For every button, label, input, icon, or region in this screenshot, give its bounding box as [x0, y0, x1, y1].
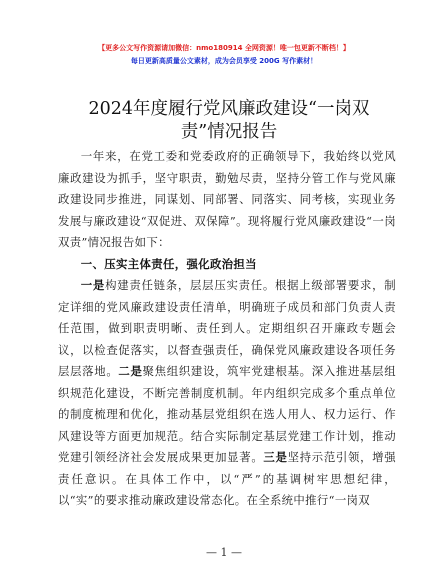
point-3-lead: 三是: [263, 450, 288, 464]
promo-line-1: 【更多公文写作资源请加微信：nmo180914 全网资源！唯一包更新不断档！】: [98, 44, 350, 52]
point-1-lead: 一是: [80, 278, 106, 292]
point-3-text: 坚持示范引领，增强责任意识。在具体工作中，以“严”的基调树牢思想纪律，以“实”的要求推动廉政建设常态化。在全系统中推行“一岗双: [58, 450, 397, 507]
section-heading: 一、压实主体责任，强化政治担当: [80, 256, 257, 271]
intro-paragraph: 一年来，在党工委和党委政府的正确领导下，我始终以党风廉政建设为抓手，坚守职责，勤勉尽责，坚持分管工作与党风廉政建设同步推进，同谋划、同部署、同落实、同考核，实现业务发展与廉政建设“双促进、双保障”。现将履行党风廉政建设“一岗双责”情况报告如下：: [58, 149, 396, 249]
promo-line-2: 每日更新高质量公文素材，成为会员享受 200G 写作素材！: [130, 57, 318, 65]
point-2-text: 聚焦组织建设，筑牢党建根基。深入推进基层组织规范化建设，不断完善制度机制。年内组织完成多个重点单位的制度梳理和优化，推动基层党组织在选人用人、权力运行、作风建设等方面更加规范。结合实际制定基层党建工作计划，推动党建引领经济社会发展成果更加显著。: [58, 364, 396, 464]
point-2-lead: 二是: [118, 364, 143, 378]
point-1-text: 构建责任链条，层层压实责任。根据上级部署要求，制定详细的党风廉政建设责任清单，明确班子成员和部门负责人责任范围，做到职责明晰、责任到人。定期组织召开廉政专题会议，以检查促落实，以督查强责任，确保党风廉政建设各项任务层层落地。: [58, 278, 396, 378]
document-title: 2024年度履行党风廉政建设“一岗双责”情况报告: [88, 99, 370, 142]
page-number: — 1 —: [206, 546, 242, 559]
section-paragraph: [58, 275, 396, 512]
document-body: [58, 146, 396, 512]
